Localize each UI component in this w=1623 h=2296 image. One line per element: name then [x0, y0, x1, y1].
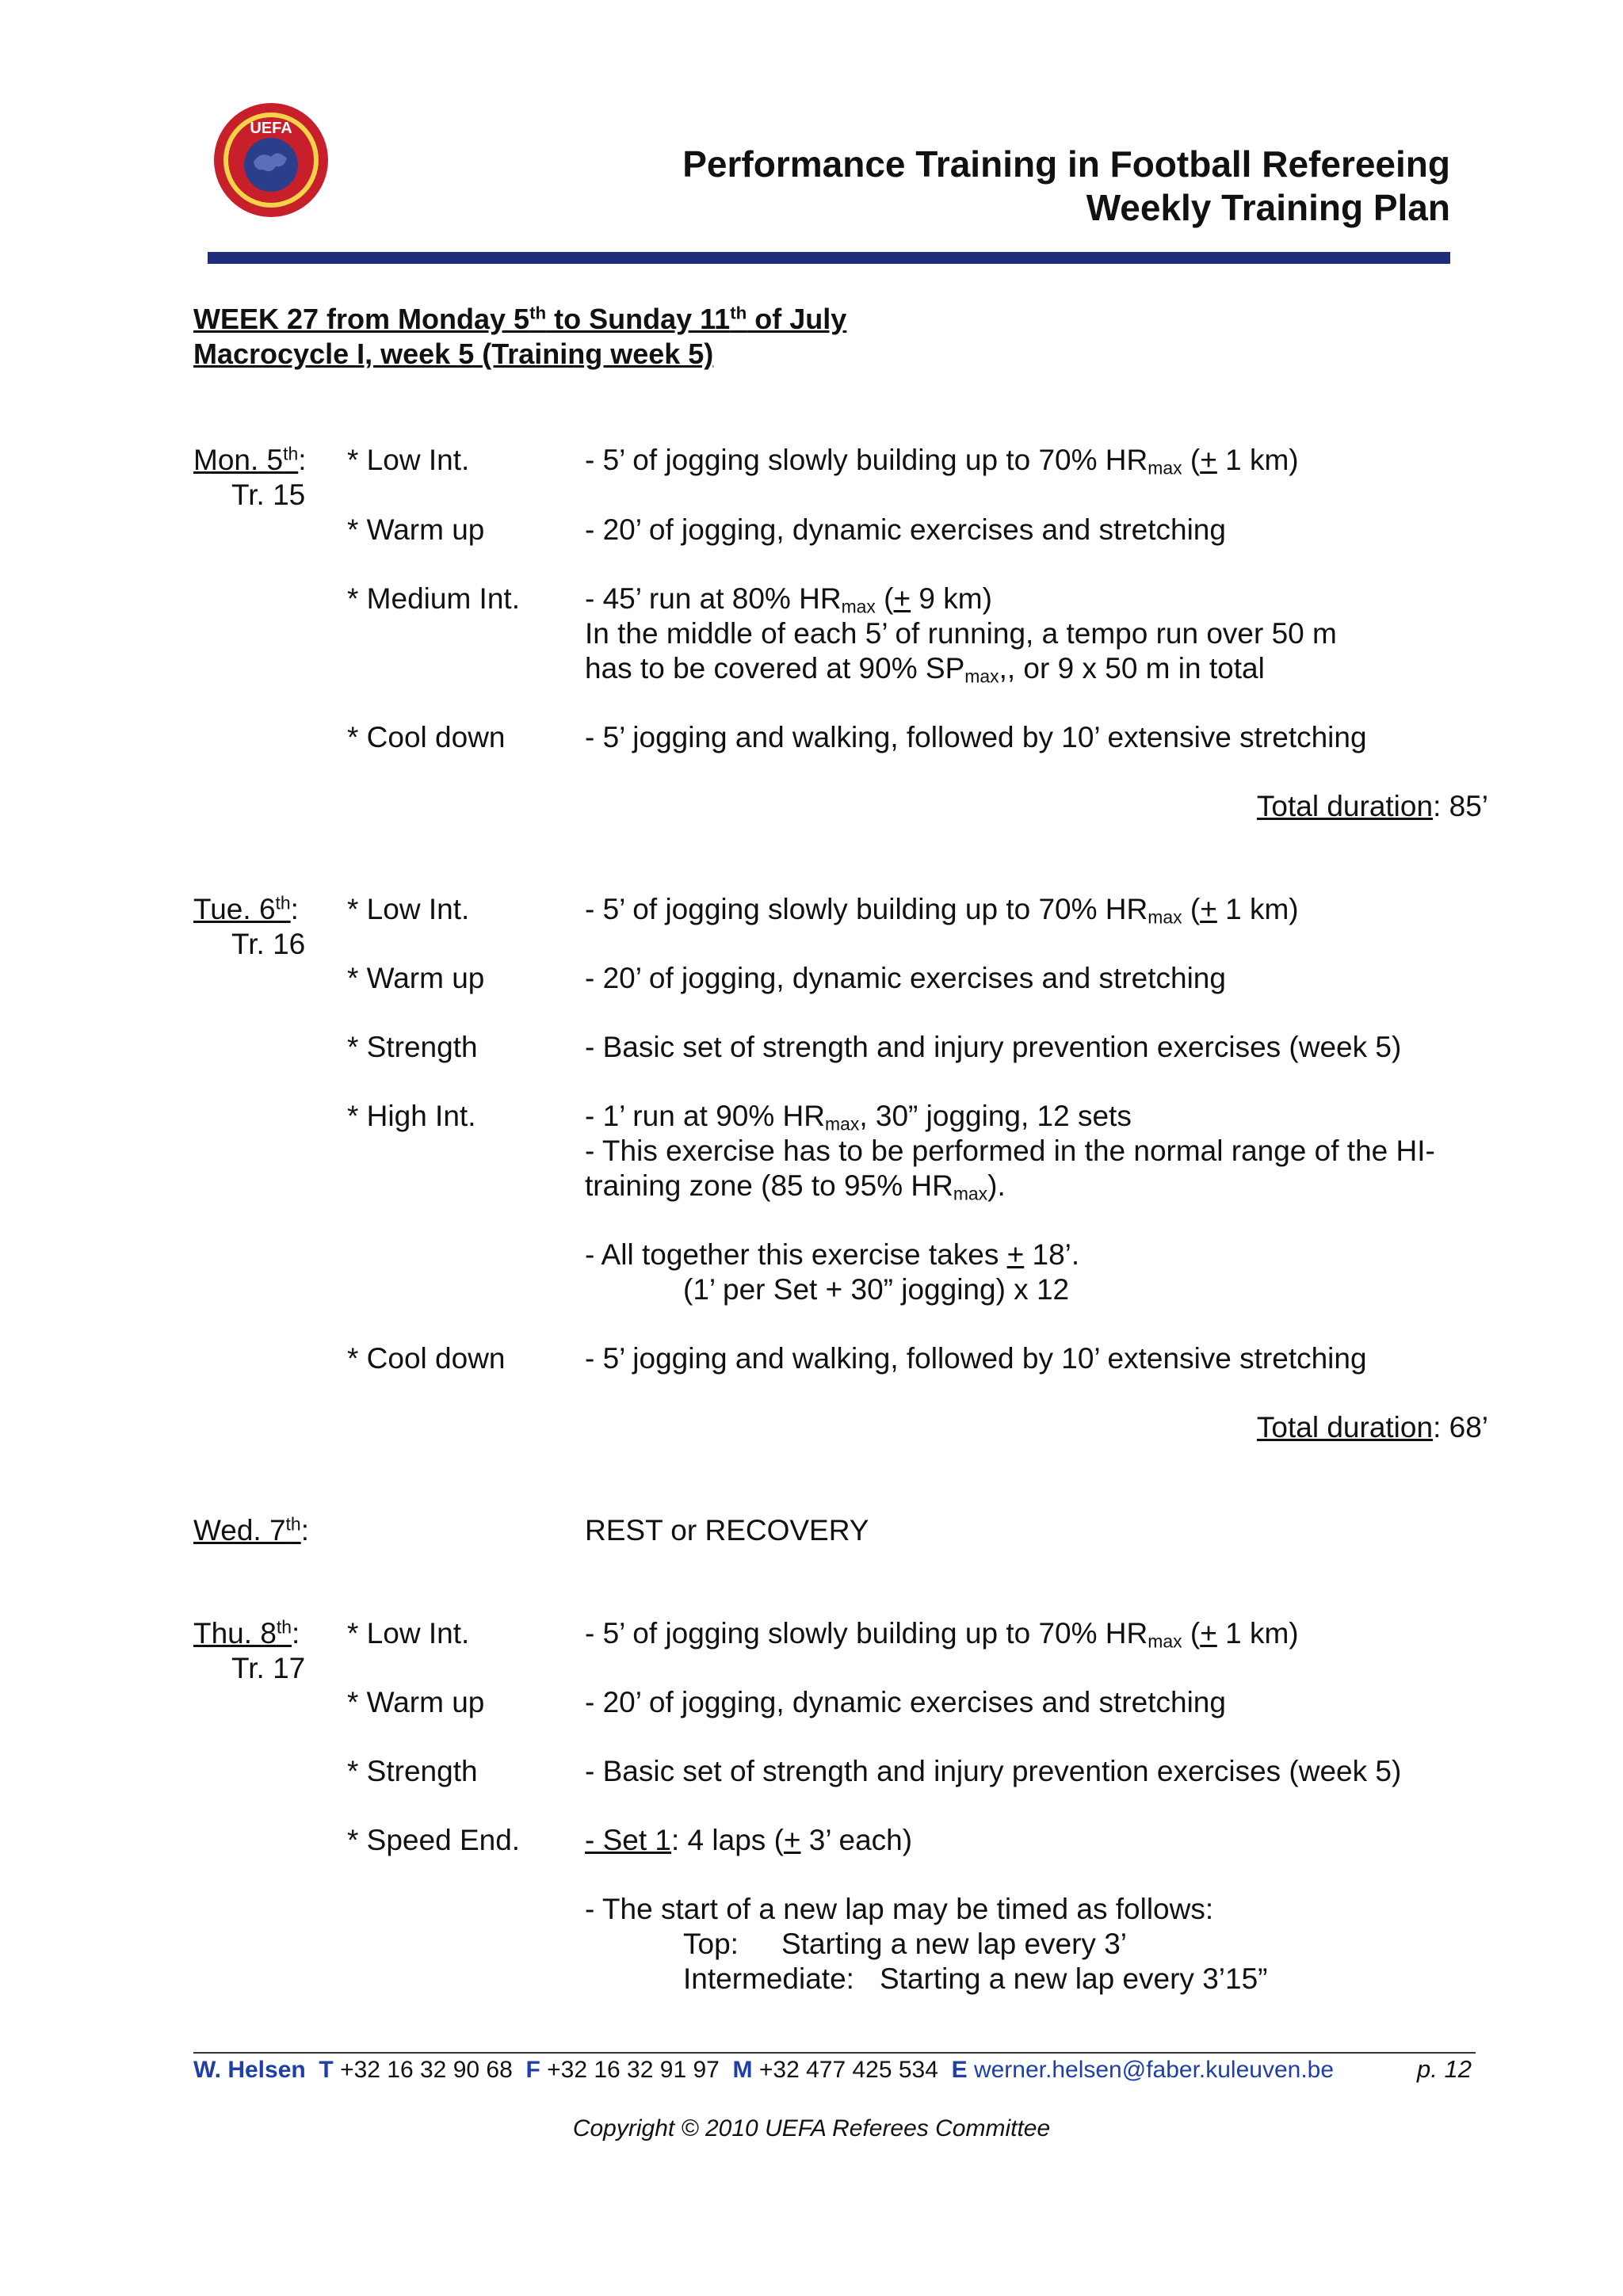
tue-high-line1: - 1’ run at 90% $HR_{max}$, 30” jogging, 12 sets	[585, 1100, 1132, 1135]
tue-high-line3: training zone (85 to 95% $HR_{max}$).	[585, 1169, 1006, 1204]
thu-strength-label: * Strength	[347, 1755, 478, 1787]
training-number-thu: Tr. 17	[231, 1652, 306, 1684]
mon-cool-text: - 5’ jogging and walking, followed by 10’ extensive stretching	[585, 721, 1367, 753]
mon-medium-label: * Medium Int.	[347, 582, 520, 615]
training-number-tue: Tr. 16	[231, 928, 306, 960]
day-label-thu: Thu. 8th:	[193, 1616, 300, 1650]
mon-medium-line2: In the middle of each 5’ of running, a tempo run over 50 m	[585, 617, 1337, 650]
mon-cool-label: * Cool down	[347, 721, 506, 753]
tue-low-label: * Low Int.	[347, 893, 470, 925]
page-number: p. 12	[1417, 2055, 1472, 2083]
mon-low-label: * Low Int.	[347, 444, 470, 476]
footer-email[interactable]: werner.helsen@faber.kuleuven.be	[973, 2057, 1335, 2083]
tue-high-line5: (1’ per Set + 30” jogging) x 12	[683, 1273, 1070, 1306]
tue-warm-text: - 20’ of jogging, dynamic exercises and stretching	[585, 962, 1226, 994]
training-number-mon: Tr. 15	[231, 479, 306, 511]
header-rule	[208, 252, 1450, 264]
thu-speed-line2: - The start of a new lap may be timed as follows:	[585, 1893, 1214, 1925]
mon-warm-label: * Warm up	[347, 513, 485, 546]
thu-speed-inter-label: Intermediate:	[683, 1962, 854, 1995]
tue-high-line2: - This exercise has to be performed in the normal range of the HI-	[585, 1135, 1435, 1167]
mon-low-text: - 5’ of jogging slowly building up to 70% $HR_{max}$ (+ 1 km)	[585, 444, 1299, 479]
tue-high-label: * High Int.	[347, 1100, 476, 1132]
footer-fax: +32 16 32 91 97	[547, 2057, 720, 2083]
day-label-tue: Tue. 6th:	[193, 892, 299, 925]
day-label-wed: Wed. 7th:	[193, 1513, 309, 1547]
thu-speed-top-label: Top:	[683, 1928, 739, 1960]
uefa-logo	[212, 101, 330, 219]
thu-speed-inter-text: Starting a new lap every 3’15”	[880, 1962, 1268, 1995]
thu-warm-label: * Warm up	[347, 1686, 485, 1718]
thu-speed-label: * Speed End.	[347, 1824, 521, 1856]
macrocycle-heading: Macrocycle I, week 5 (Training week 5)	[193, 338, 714, 370]
week-heading: WEEK 27 from Monday 5th to Sunday 11th of July	[193, 303, 847, 335]
tue-strength-text: - Basic set of strength and injury prevention exercises (week 5)	[585, 1031, 1402, 1063]
thu-low-label: * Low Int.	[347, 1617, 470, 1650]
tue-warm-label: * Warm up	[347, 962, 485, 994]
footer-name: W. Helsen	[193, 2057, 306, 2083]
tue-high-line4: - All together this exercise takes + 18’.	[585, 1238, 1080, 1271]
tue-total-duration: Total duration: 68’	[1256, 1411, 1488, 1444]
tue-cool-label: * Cool down	[347, 1342, 506, 1375]
thu-strength-text: - Basic set of strength and injury prevention exercises (week 5)	[585, 1755, 1402, 1787]
tue-low-text: - 5’ of jogging slowly building up to 70% $HR_{max}$ (+ 1 km)	[585, 893, 1299, 928]
logo-lettering: UEFA	[250, 120, 292, 137]
mon-total-duration: Total duration: 85’	[1256, 790, 1488, 822]
footer-rule	[193, 2052, 1476, 2054]
thu-speed-top-text: Starting a new lap every 3’	[781, 1928, 1128, 1960]
copyright: Copyright © 2010 UEFA Referees Committee	[572, 2115, 1051, 2142]
footer-contact: W. Helsen T +32 16 32 90 68 F +32 16 32 91 97 M +32 477 425 534 E werner.helsen@faber.kuleuven.be	[193, 2057, 1335, 2083]
tue-cool-text: - 5’ jogging and walking, followed by 10’ extensive stretching	[585, 1342, 1367, 1375]
thu-low-text: - 5’ of jogging slowly building up to 70% $HR_{max}$ (+ 1 km)	[585, 1617, 1299, 1652]
mon-warm-text: - 20’ of jogging, dynamic exercises and stretching	[585, 513, 1226, 546]
day-label-mon: Mon. 5th:	[193, 443, 307, 476]
footer-mobile: +32 477 425 534	[758, 2057, 938, 2083]
wed-rest-text: REST or RECOVERY	[585, 1514, 869, 1547]
page-title: Performance Training in Football Refereeing	[682, 143, 1450, 185]
footer-phone: +32 16 32 90 68	[340, 2057, 513, 2083]
mon-medium-line3: has to be covered at 90% $SP_{max}$,, or 9 x 50 m in total	[585, 652, 1265, 687]
tue-strength-label: * Strength	[347, 1031, 478, 1063]
thu-speed-set1: - Set 1: 4 laps (+ 3’ each)	[585, 1824, 913, 1856]
thu-warm-text: - 20’ of jogging, dynamic exercises and stretching	[585, 1686, 1226, 1718]
mon-medium-line1: - 45’ run at 80% $HR_{max}$ (+ 9 km)	[585, 582, 992, 617]
page-subtitle: Weekly Training Plan	[1086, 187, 1450, 228]
